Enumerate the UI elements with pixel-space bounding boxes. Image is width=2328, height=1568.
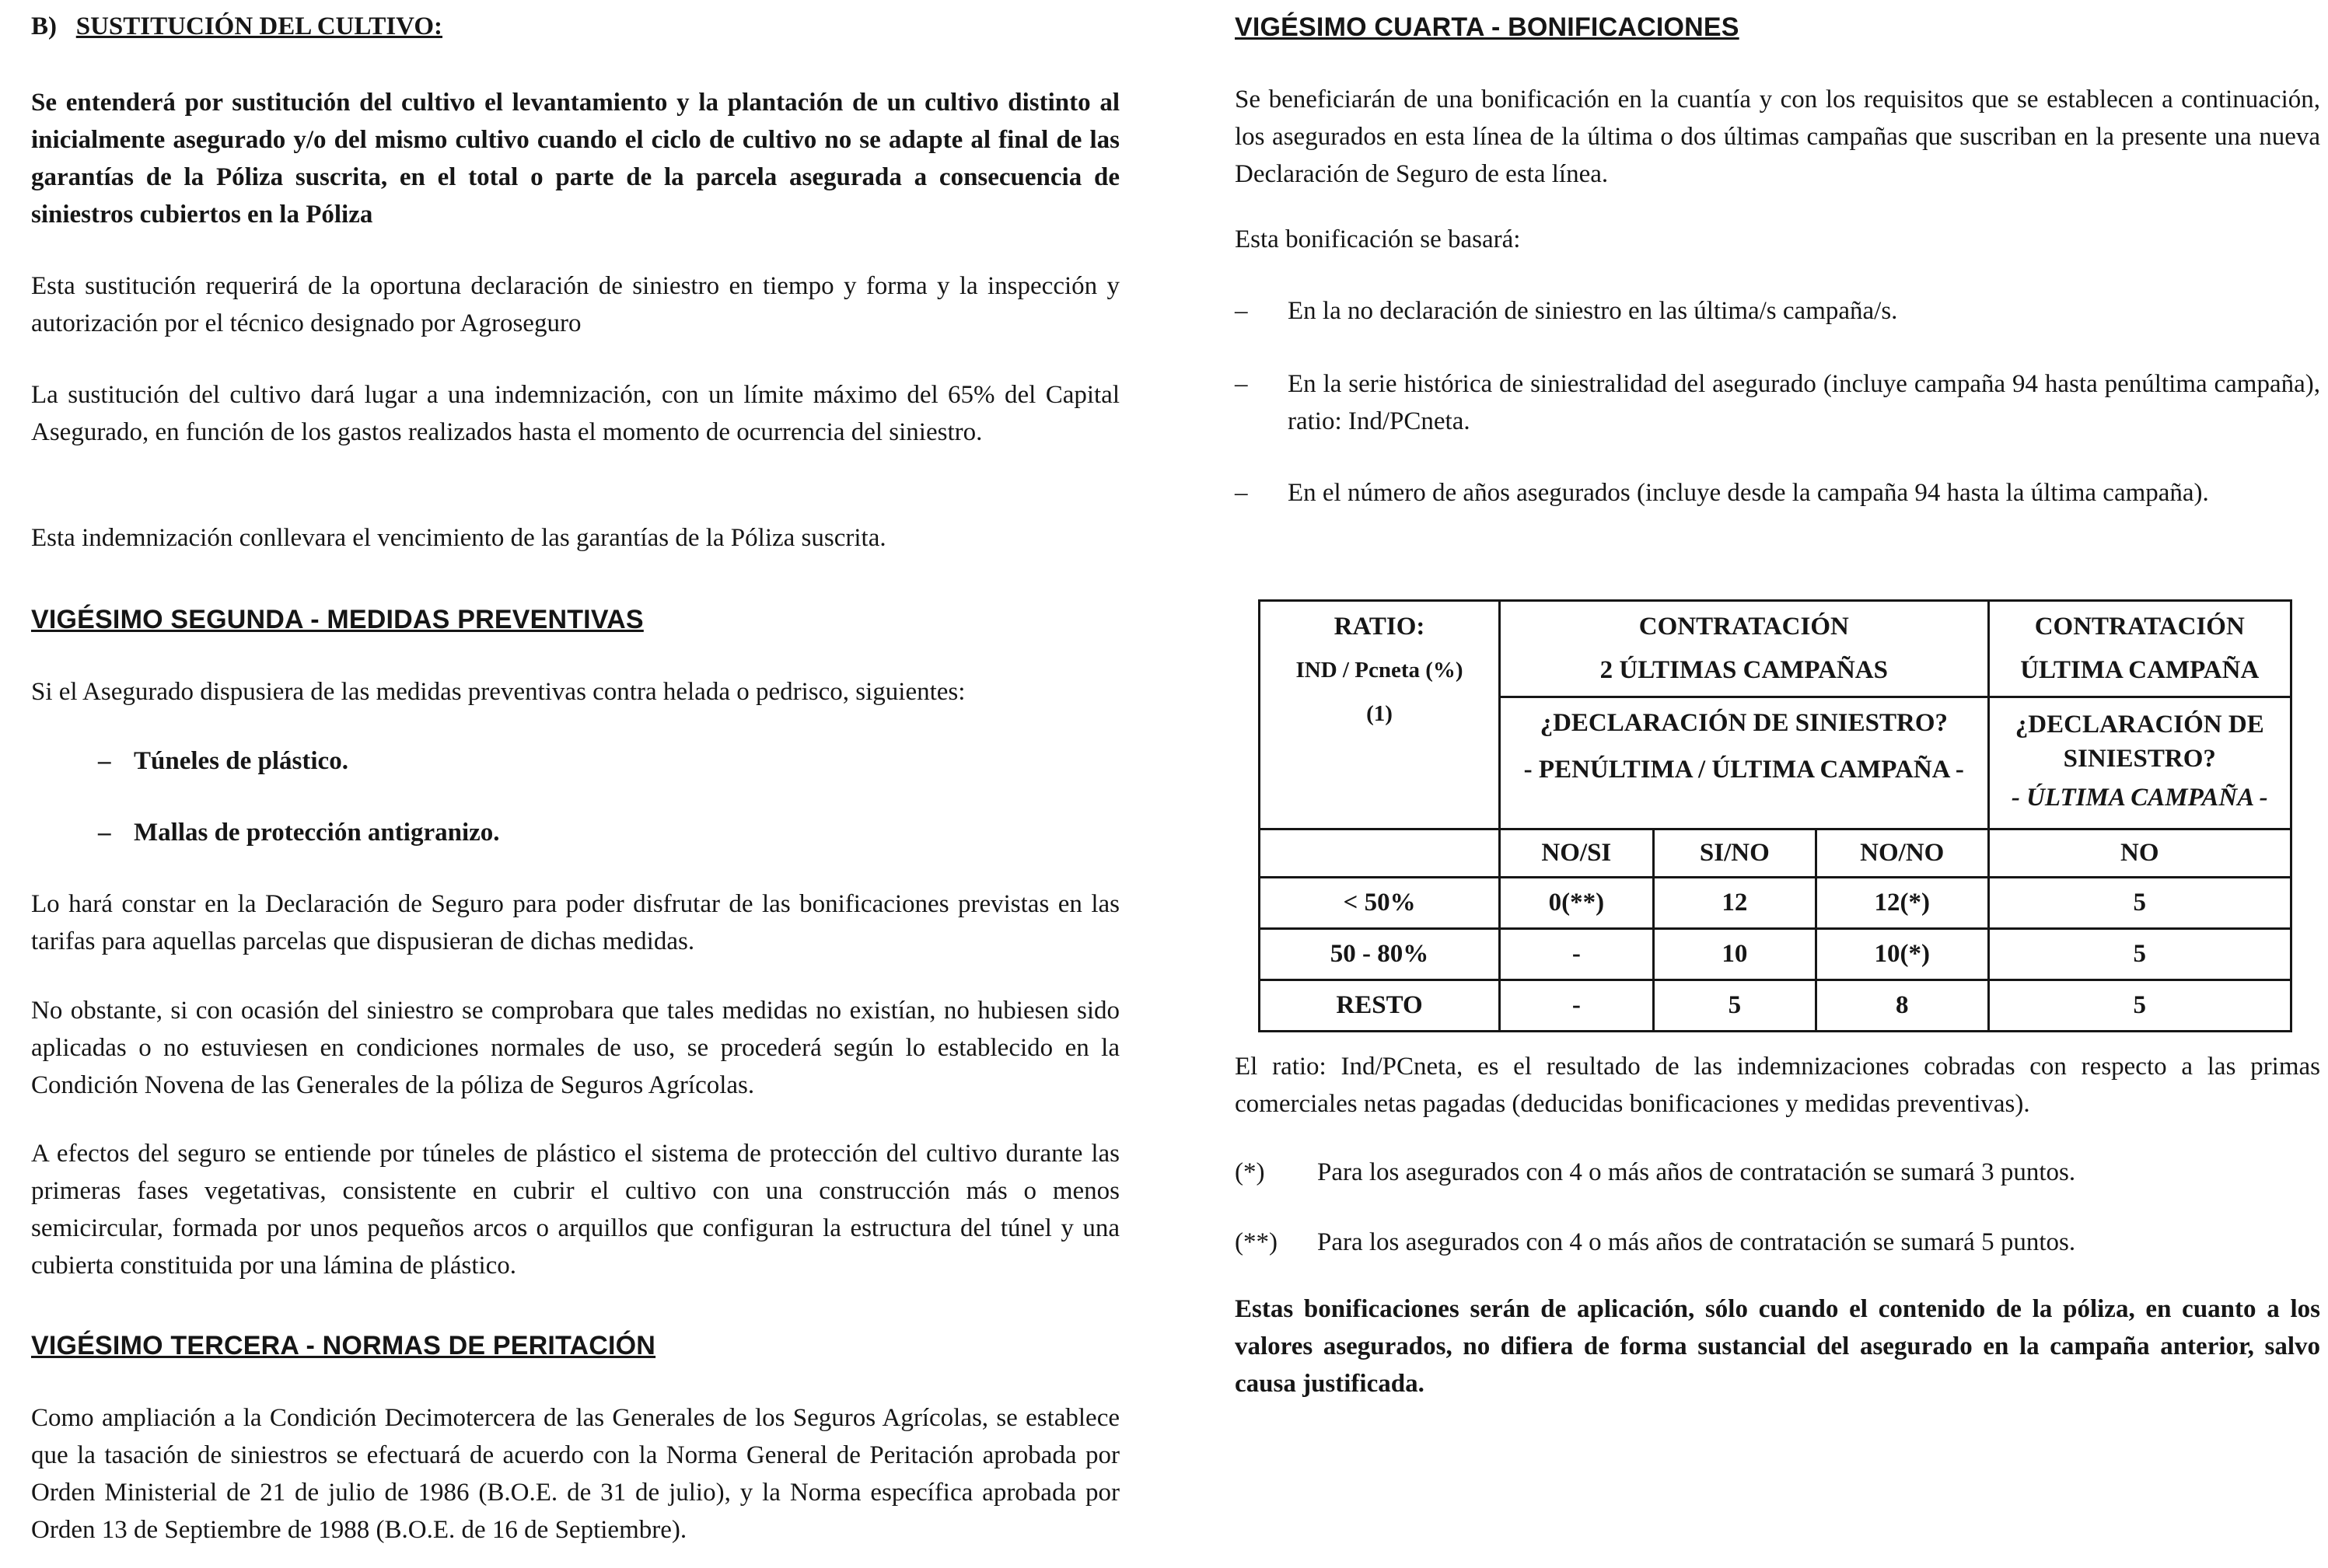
ratio-explanation: El ratio: Ind/PCneta, es el resultado de las indemnizaciones cobradas con respecto a las primas comerciales netas pagadas (deducidas bonificaciones y medidas preventivas). [1235, 1053, 2320, 1118]
table-cell: 5 [1988, 980, 2291, 1032]
table-cell: 8 [1816, 980, 1988, 1032]
footnote-double-star: (**) Para los asegurados con 4 o más años de contratación se sumará 5 puntos. [1235, 1228, 2076, 1256]
empty-cell [1260, 829, 1500, 878]
bonus-applicability: Estas bonificaciones serán de aplicación, sólo cuando el contenido de la póliza, en cuanto a los valores asegurados, no difiera de forma sustancial del asegurado en la campaña anterior, salvo causa justificada. [1235, 1295, 2320, 1398]
table-cell: 5 [1988, 878, 2291, 929]
table-cell: - [1500, 980, 1654, 1032]
col-header: NO [1988, 829, 2291, 878]
heading-vigesimo-cuarta: VIGÉSIMO CUARTA - BONIFICACIONES [1235, 12, 1739, 42]
preventive-measures-exception: No obstante, si con ocasión del siniestro se comprobara que tales medidas no existían, no hubiesen sido aplicadas o no estuviesen en condiciones normales de uso, se procederá según lo establecido en la Condición Novena de las Generales de la póliza de Seguros Agrícolas. [31, 997, 1120, 1099]
table-cell: 12 [1653, 878, 1816, 929]
table-cell: - [1500, 929, 1654, 980]
list-item: – Túneles de plástico. [98, 747, 348, 775]
table-row [1260, 929, 2291, 980]
table-cell: 12(*) [1816, 878, 1988, 929]
table-cell: 10(*) [1816, 929, 1988, 980]
list-item: – En el número de años asegurados (incluye desde la campaña 94 hasta la última campaña). [1235, 479, 2209, 507]
col-header: SI/NO [1653, 829, 1816, 878]
table-cell: 0(**) [1500, 878, 1654, 929]
list-item: – En la no declaración de siniestro en las última/s campaña/s. [1235, 297, 1898, 325]
indemnity-expiry: Esta indemnización conllevara el vencimiento de las garantías de la Póliza suscrita. [31, 524, 886, 552]
table-row [1260, 878, 2291, 929]
heading-vigesimo-tercera: VIGÉSIMO TERCERA - NORMAS DE PERITACIÓN [31, 1331, 656, 1360]
table-cell: 10 [1653, 929, 1816, 980]
plastic-tunnel-definition: A efectos del seguro se entiende por túneles de plástico el sistema de protección del cultivo durante las primeras fases vegetativas, consistente en cubrir el cultivo con una construcción más o menos semicircular, formada por unos pequeños arcos o arquillos que configuran la estructura del túnel y una cubierta constituida por una lámina de plástico. [31, 1140, 1120, 1280]
section-b-heading [31, 12, 442, 41]
col-header: NO/NO [1816, 829, 1988, 878]
group-header-last-campaign: CONTRATACIÓN ÚLTIMA CAMPAÑA [1988, 601, 2291, 697]
ratio-header: RATIO: IND / Pcneta (%) (1) [1260, 601, 1500, 829]
row-label: RESTO [1260, 980, 1500, 1032]
substitution-definition: Se entenderá por sustitución del cultivo el levantamiento y la plantación de un cultivo distinto al inicialmente asegurado y/o del mismo cultivo cuando el ciclo de cultivo no se adapte al final de las garantías de la Póliza suscrita, en el total o parte de la parcela asegurada a consecuencia de siniestros cubiertos en la Póliza [31, 89, 1120, 229]
substitution-requirement: Esta sustitución requerirá de la oportuna declaración de siniestro en tiempo y forma y la inspección y autorización por el técnico designado por Agroseguro [31, 272, 1120, 337]
table-row [1260, 980, 2291, 1032]
question-header-two-campaigns: ¿DECLARACIÓN DE SINIESTRO? - PENÚLTIMA / ÚLTIMA CAMPAÑA - [1500, 697, 1988, 829]
row-label: 50 - 80% [1260, 929, 1500, 980]
heading-vigesimo-segunda: VIGÉSIMO SEGUNDA - MEDIDAS PREVENTIVAS [31, 605, 644, 634]
preventive-measures-intro: Si el Asegurado dispusiera de las medidas preventivas contra helada o pedrisco, siguientes: [31, 678, 966, 706]
peritacion-norms: Como ampliación a la Condición Decimotercera de las Generales de los Seguros Agrícolas, se establece que la tasación de siniestros se efectuará de acuerdo con la Norma General de Peritación aprobada por Orden Ministerial de 21 de julio de 1986 (B.O.E. de 31 de julio), y la Norma específica aprobada por Orden 13 de Septiembre de 1988 (B.O.E. de 16 de Septiembre). [31, 1404, 1120, 1544]
preventive-measures-declaration: Lo hará constar en la Declaración de Seguro para poder disfrutar de las bonificaciones previstas en las tarifas para aquellas parcelas que dispusieran de dichas medidas. [31, 890, 1120, 955]
bonus-basis: Esta bonificación se basará: [1235, 225, 1521, 253]
group-header-two-campaigns: CONTRATACIÓN 2 ÚLTIMAS CAMPAÑAS [1500, 601, 1988, 697]
section-b-title: SUSTITUCIÓN DEL CULTIVO: [75, 12, 443, 40]
col-header: NO/SI [1500, 829, 1654, 878]
table-cell: 5 [1653, 980, 1816, 1032]
bonus-intro: Se beneficiarán de una bonificación en la cuantía y con los requisitos que se establecen a continuación, los asegurados en esta línea de la última o dos últimas campañas que suscriban en la presente una nueva Declaración de Seguro de esta línea. [1235, 86, 2320, 188]
section-b-label: B) [31, 12, 57, 40]
list-item: – Mallas de protección antigranizo. [98, 819, 500, 847]
table-cell: 5 [1988, 929, 2291, 980]
footnote-single-star: (*) Para los asegurados con 4 o más años de contratación se sumará 3 puntos. [1235, 1158, 2076, 1186]
question-header-last-campaign: ¿DECLARACIÓN DE SINIESTRO? - ÚLTIMA CAMPAÑA - [1988, 697, 2291, 829]
row-label: < 50% [1260, 878, 1500, 929]
list-item: – En la serie histórica de siniestralidad del asegurado (incluye campaña 94 hasta penúltima campaña), ratio: Ind/PCneta. [1235, 370, 2320, 435]
bonus-table [1258, 599, 2292, 1032]
substitution-indemnity: La sustitución del cultivo dará lugar a una indemnización, con un límite máximo del 65% del Capital Asegurado, en función de los gastos realizados hasta el momento de ocurrencia del siniestro. [31, 381, 1120, 446]
